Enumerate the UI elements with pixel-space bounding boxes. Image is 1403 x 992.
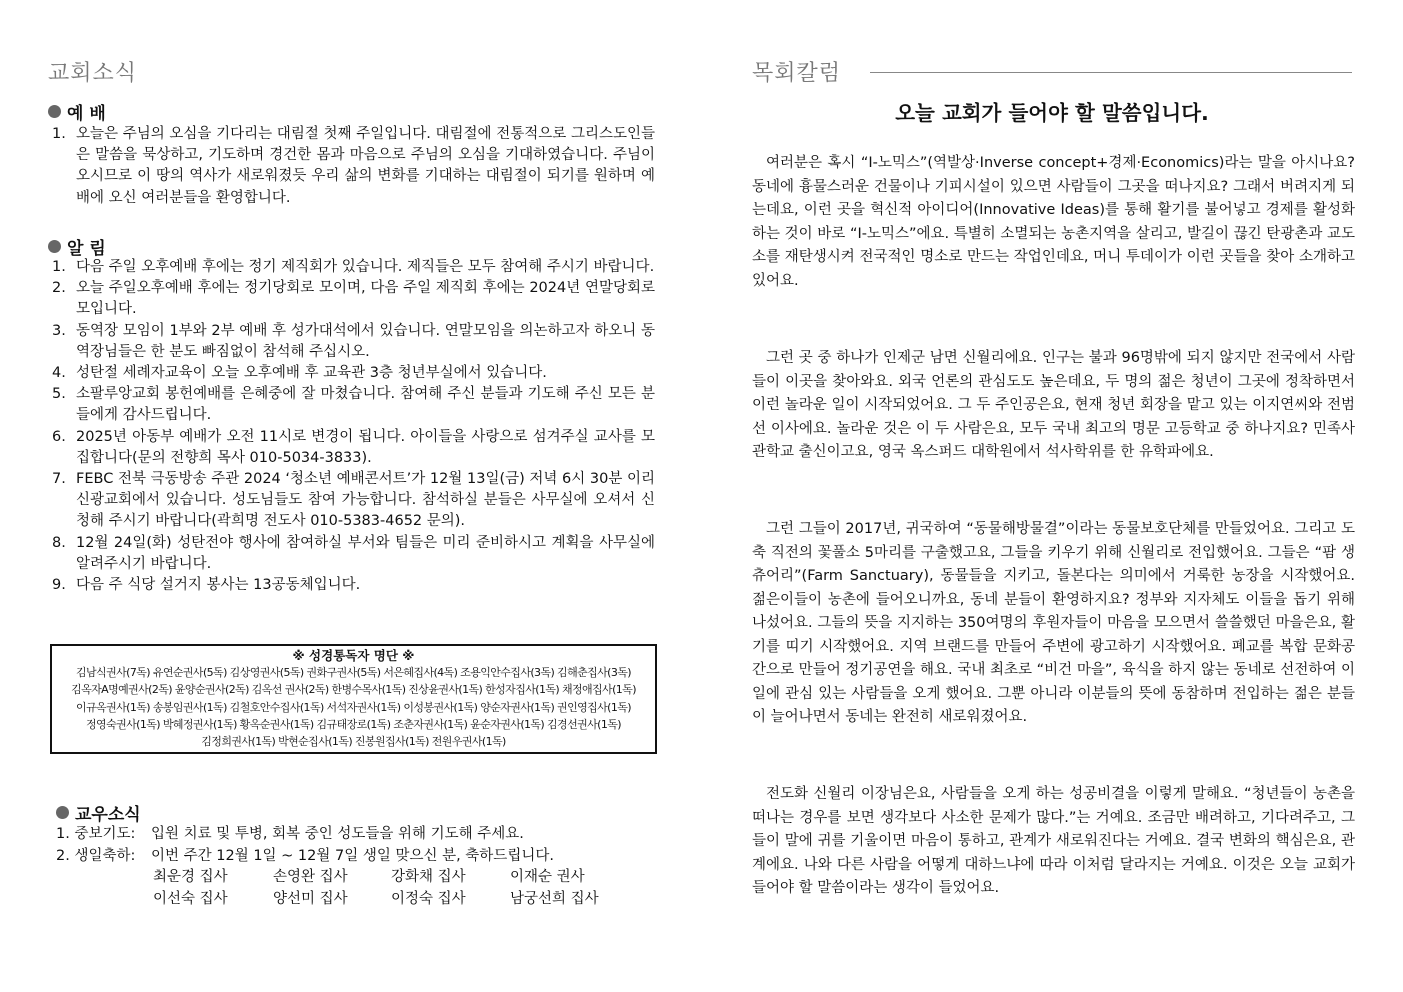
notices-list	[52, 257, 655, 596]
prayer-label: 1. 중보기도:	[56, 826, 136, 842]
birthday-name: 이정숙 집사	[391, 891, 466, 907]
column-title: 오늘 교회가 들어야 할 말씀입니다.	[895, 101, 1209, 125]
worship-heading-label: 예 배	[67, 104, 106, 124]
birthday-label: 2. 생일축하:	[56, 847, 136, 864]
birthday-row	[56, 846, 656, 868]
bullet-dot-icon	[48, 105, 61, 118]
bible-readers-line: 이규옥권사(1독) 송봉임권사(1독) 김철호안수집사(1독) 서석자권사(1독) 이성봉권사(1독) 양순자권사(1독) 권인영집사(1독)	[76, 700, 631, 714]
worship-list	[52, 124, 655, 209]
birthday-name: 이재순 권사	[510, 869, 585, 885]
right-section-title: 목회칼럼	[752, 61, 842, 86]
notices-heading-label: 알 림	[67, 239, 106, 259]
column-paragraph: 여러분은 혹시 “I-노믹스”(역발상·Inverse concept+경제·Economics)라는 말을 아시나요? 동네에 흉물스러운 건물이나 기피시설이 있으면 사람들이 그곳을 떠나지요? 그래서 버려지게 되는데요, 이런 곳을 혁신적 아이디어(Innovative Ideas)를 통해 활기를 불어넣고 경제를 활성화하는 것이 바로 “I-노믹스”에요. 특별히 소멸되는 농촌지역을 살리고, 발길이 끊긴 탄광촌과 교도소를 재탄생시켜 전국적인 명소로 만드는 작업인데요, 머니 투데이가 이런 곳들을 찾아 소개하고 있어요.	[752, 155, 1355, 289]
member-news-heading	[56, 800, 141, 825]
bible-readers-line: 정영숙권사(1독) 박혜정권사(1독) 황옥순권사(1독) 김규태장로(1독) 조춘자권사(1독) 윤순자권사(1독) 김경선권사(1독)	[86, 717, 621, 731]
notices-heading	[48, 234, 106, 259]
bible-readers-line: 김정희권사(1독) 박현순집사(1독) 진봉원집사(1독) 전원우권사(1독)	[201, 735, 506, 749]
bullet-dot-icon	[56, 806, 69, 819]
birthday-name: 최운경 집사	[153, 869, 228, 885]
birthday-text: 이번 주간 12월 1일 ~ 12월 7일 생일 맞으신 분, 축하드립니다.	[151, 847, 554, 864]
birthday-name: 양선미 집사	[273, 891, 348, 907]
bible-readers-box	[50, 644, 657, 754]
column-paragraph: 그런 곳 중 하나가 인제군 남면 신월리에요. 인구는 불과 96명밖에 되지 않지만 전국에서 사람들이 이곳을 찾아와요. 외국 언론의 관심도도 높은데요, 두 명의 젊은 청년이 그곳에 정착하면서 이런 놀라운 일이 시작되었어요. 그 두 주인공은요, 현재 청년 회장을 맡고 있는 이지연씨와 전범선 이사에요. 놀라운 것은 이 두 사람은요, 모두 국내 최고의 명문 고등학교 중 하나지요? 민족사관학교 출신이고요, 영국 옥스퍼드 대학원에서 석사학위를 한 유학파에요.	[752, 350, 1355, 460]
list-item: 1. 오늘은 주님의 오심을 기다리는 대림절 첫째 주일입니다. 대림절에 전통적으로 그리스도인들은 말씀을 묵상하고, 기도하며 경건한 몸과 마음으로 주님의 오심을 기대하였습니다. 주님이 오시므로 이 땅의 역사가 새로워졌듯 우리 삶의 변화를 기대하는 대림절이 되기를 원하며 예배에 오신 여러분들을 환영합니다.	[52, 126, 655, 206]
birthday-name: 이선숙 집사	[153, 891, 228, 907]
birthday-names	[0, 867, 660, 913]
birthday-name: 남궁선희 집사	[510, 891, 599, 907]
list-item: 9. 다음 주 식당 설거지 봉사는 13공동체입니다.	[52, 577, 361, 594]
bible-readers-line: 김옥자A명예권사(2독) 윤양순권사(2독) 김옥선 권사(2독) 한병수목사(1독) 진상윤권사(1독) 한성자집사(1독) 채정애집사(1독)	[71, 683, 636, 697]
list-item: 5. 소팔루앙교회 봉헌예배를 은혜중에 잘 마쳤습니다. 참여해 주신 분들과 기도해 주신 모든 분들에게 감사드립니다.	[52, 386, 655, 424]
list-item: 1. 다음 주일 오후예배 후에는 정기 제직회가 있습니다. 제직들은 모두 참여해 주시기 바랍니다.	[52, 259, 655, 275]
worship-heading	[48, 99, 106, 124]
list-item: 8. 12월 24일(화) 성탄전야 행사에 참여하실 부서와 팀들은 미리 준비하시고 계획을 사무실에 알려주시기 바랍니다.	[52, 534, 655, 572]
column-paragraph: 전도화 신월리 이장님은요, 사람들을 오게 하는 성공비결을 이렇게 말해요. “청년들이 농촌을 떠나는 경우를 보면 생각보다 사소한 문제가 많다.”는 거예요. 조금만 배려하고, 기다려주고, 그들이 말에 귀를 기울이면 마음이 통하고, 관계가 새로워진다는 거예요. 결국 변화의 핵심은요, 관계에요. 나와 다른 사람을 어떻게 대하느냐에 따라 이처럼 달라지는 거예요. 이것은 오늘 교회가 들어야 할 말씀이라는 생각이 들었어요.	[752, 786, 1355, 896]
list-item: 3. 동역장 모임이 1부와 2부 예배 후 성가대석에서 있습니다. 연말모임을 의논하고자 하오니 동역장님들은 한 분도 빠짐없이 참석해 주십시오.	[52, 322, 655, 360]
member-news-heading-label: 교우소식	[75, 805, 141, 825]
list-item: 2. 오늘 주일오후예배 후에는 정기당회로 모이며, 다음 주일 제직회 후에는 2024년 연말당회로 모입니다.	[52, 280, 655, 318]
bible-readers-title: ※ 성경통독자 명단 ※	[292, 648, 415, 663]
prayer-row	[56, 824, 656, 846]
header-rule	[870, 72, 1352, 73]
list-item: 4. 성탄절 세례자교육이 오늘 오후예배 후 교육관 3층 청년부실에서 있습니다.	[52, 365, 547, 382]
list-item: 7. FEBC 전북 극동방송 주관 2024 ‘청소년 예배콘서트’가 12월 13일(금) 저녁 6시 30분 이리신광교회에서 있습니다. 성도님들도 참여 가능합니다. 참석하실 분들은 사무실에 오셔서 신청해 주시기 바랍니다(곽희명 전도사 010-5383-4652 문의).	[52, 471, 655, 530]
bible-readers-line: 김남식권사(7독) 유연순권사(5독) 김상영권사(5독) 권화구권사(5독) 서은혜집사(4독) 조용익안수집사(3독) 김해춘집사(3독)	[76, 666, 631, 680]
column-paragraph: 그런 그들이 2017년, 귀국하여 “동물해방물결”이라는 동물보호단체를 만들었어요. 그리고 도축 직전의 꽃풀소 5마리를 구출했고요, 그들을 키우기 위해 신월리로 전입했어요. 그들은 “팜 생츄어리”(Farm Sanctuary), 동물들을 지키고, 돌본다는 의미에서 거룩한 농장을 시작했어요. 젊은이들이 농촌에 들어오니까요, 동네 분들이 환영하지요? 정부와 지자체도 이들을 돕기 위해 나섰어요. 그들의 뜻을 지지하는 350여명의 후원자들이 마음을 모으면서 쓸쓸했던 마을은요, 활기를 띠기 시작했어요. 지역 브랜드를 만들어 주변에 광고하기 시작했어요. 폐교를 복합 문화공간으로 만들어 정기공연을 해요. 국내 최초로 “비건 마을”, 육식을 하지 않는 동네로 선전하여 이 일에 관심 있는 사람들을 오게 했어요. 그뿐 아니라 이분들의 뜻에 동참하며 전입하는 젊은 분들이 늘어나면서 동네는 완전히 새로워졌어요.	[752, 521, 1355, 725]
list-item: 6. 2025년 아동부 예배가 오전 11시로 변경이 됩니다. 아이들을 사랑으로 섬겨주실 교사를 모집합니다(문의 전향희 목사 010-5034-3833).	[52, 428, 655, 466]
left-section-title: 교회소식	[48, 61, 138, 86]
prayer-text: 입원 치료 및 투병, 회복 중인 성도들을 위해 기도해 주세요.	[151, 826, 524, 842]
bullet-dot-icon	[48, 240, 61, 253]
birthday-name: 강화채 집사	[391, 869, 466, 885]
birthday-name: 손영완 집사	[273, 869, 348, 885]
member-news-list	[56, 824, 656, 867]
